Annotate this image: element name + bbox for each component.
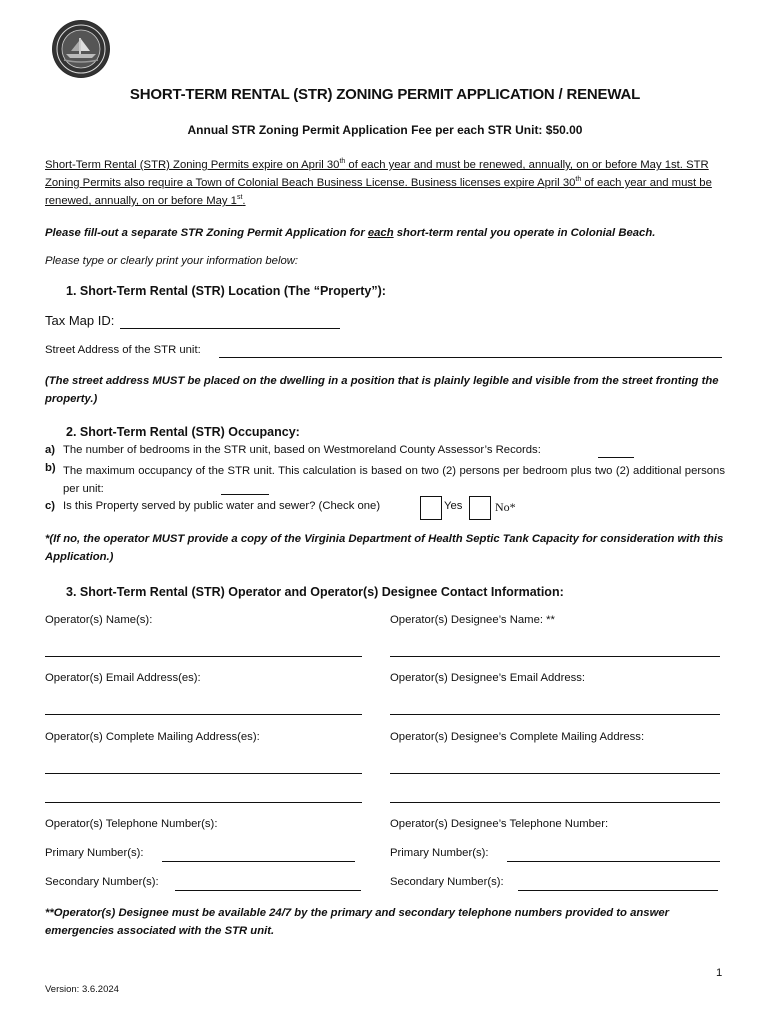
item-c-label: c) <box>45 500 56 512</box>
water-sewer-question: Is this Property served by public water and sewer? (Check one) <box>63 500 381 512</box>
permit-expiration-notice: Short-Term Rental (STR) Zoning Permits expire on April 30th of each year and must be renewed, annually, on or before May 1st. STR Zoning Permits also require a Town of Colonial Beach Business License. Business licenses expire April 30th of each year and must be renewed, annually, on or before May 1st. <box>45 158 712 207</box>
operator-mailing-field-2[interactable] <box>45 802 362 803</box>
section-1-heading: 1. Short-Term Rental (STR) Location (The “Property”): <box>66 284 386 298</box>
operator-phone-label: Operator(s) Telephone Number(s): <box>45 818 218 830</box>
tax-map-id-field[interactable] <box>120 328 340 329</box>
bedrooms-question: The number of bedrooms in the STR unit, based on Westmoreland County Assessor’s Records: <box>63 444 541 456</box>
yes-checkbox[interactable] <box>420 496 442 520</box>
street-address-field[interactable] <box>219 357 722 358</box>
print-instruction: Please type or clearly print your information below: <box>45 255 299 267</box>
section-2-heading: 2. Short-Term Rental (STR) Occupancy: <box>66 425 300 439</box>
tax-map-id-label: Tax Map ID: <box>45 313 115 328</box>
max-occupancy-question: The maximum occupancy of the STR unit. This calculation is based on two (2) persons per bedroom plus two (2) additional persons per unit: <box>63 465 725 495</box>
designee-mailing-field-1[interactable] <box>390 773 720 774</box>
designee-availability-note: **Operator(s) Designee must be available 24/7 by the primary and secondary telephone numbers provided to answer emergencies associated with the STR unit. <box>45 907 670 937</box>
section-3-heading: 3. Short-Term Rental (STR) Operator and Operator(s) Designee Contact Information: <box>66 585 564 599</box>
yes-label: Yes <box>444 500 463 512</box>
form-title: SHORT-TERM RENTAL (STR) ZONING PERMIT APPLICATION / RENEWAL <box>129 86 641 103</box>
designee-primary-field[interactable] <box>507 861 720 862</box>
street-address-label: Street Address of the STR unit: <box>45 344 201 356</box>
designee-name-label: Operator(s) Designee’s Name: ** <box>390 614 555 626</box>
designee-primary-label: Primary Number(s): <box>390 847 489 859</box>
street-address-note: (The street address MUST be placed on the dwelling in a position that is plainly legible and visible from the street fronting the property.) <box>45 375 719 405</box>
bedrooms-field[interactable] <box>598 457 634 458</box>
designee-email-label: Operator(s) Designee’s Email Address: <box>390 672 586 684</box>
no-checkbox[interactable] <box>469 496 491 520</box>
no-label: No* <box>495 500 516 514</box>
operator-mailing-label: Operator(s) Complete Mailing Address(es): <box>45 731 260 743</box>
septic-note: *(If no, the operator MUST provide a copy of the Virginia Department of Health Septic Tank Capacity for consideration with this Application.) <box>45 533 724 563</box>
designee-name-field[interactable] <box>390 656 720 657</box>
fee-statement: Annual STR Zoning Permit Application Fee per each STR Unit: $50.00 <box>187 123 583 137</box>
operator-secondary-label: Secondary Number(s): <box>45 876 159 888</box>
operator-secondary-field[interactable] <box>175 890 361 891</box>
designee-mailing-label: Operator(s) Designee’s Complete Mailing Address: <box>390 731 645 743</box>
operator-name-label: Operator(s) Name(s): <box>45 614 153 626</box>
item-a-label: a) <box>45 444 56 456</box>
operator-mailing-field-1[interactable] <box>45 773 362 774</box>
operator-primary-field[interactable] <box>162 861 355 862</box>
item-b-label: b) <box>45 462 56 474</box>
designee-phone-label: Operator(s) Designee’s Telephone Number: <box>390 818 609 830</box>
page-number: 1 <box>716 967 723 979</box>
max-occupancy-field[interactable] <box>221 494 269 495</box>
operator-email-field[interactable] <box>45 714 362 715</box>
designee-secondary-label: Secondary Number(s): <box>390 876 504 888</box>
designee-mailing-field-2[interactable] <box>390 802 720 803</box>
town-seal-logo <box>52 20 110 78</box>
operator-name-field[interactable] <box>45 656 362 657</box>
designee-secondary-field[interactable] <box>518 890 718 891</box>
version-label: Version: 3.6.2024 <box>45 984 119 995</box>
designee-email-field[interactable] <box>390 714 720 715</box>
operator-email-label: Operator(s) Email Address(es): <box>45 672 201 684</box>
operator-primary-label: Primary Number(s): <box>45 847 144 859</box>
separate-application-instruction: Please fill-out a separate STR Zoning Permit Application for each short-term rental you operate in Colonial Beach. <box>45 227 656 239</box>
